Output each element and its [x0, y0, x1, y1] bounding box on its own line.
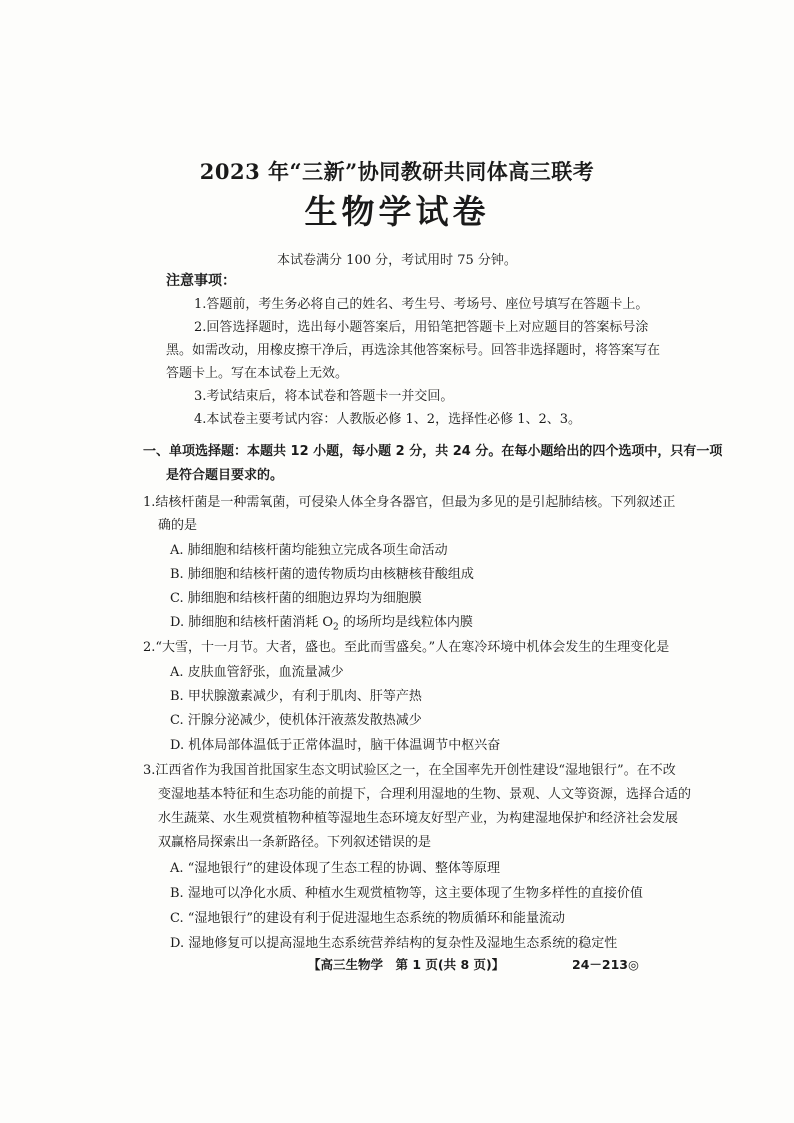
question-3-option-a: A. “湿地银行”的建设体现了生态工程的协调、整体等原理 [170, 861, 500, 876]
page-footer-label: 【高三生物学 第 1 页(共 8 页)】 [308, 957, 505, 972]
notice-item-4: 4.本试卷主要考试内容：人教版必修 1、2，选择性必修 1、2、3。 [194, 412, 582, 427]
question-1-option-d: D. 肺细胞和结核杆菌消耗 $O_2$ 的场所均是线粒体内膜 [170, 615, 473, 633]
notice-item-1: 1.答题前，考生务必将自己的姓名、考生号、考场号、座位号填写在答题卡上。 [194, 297, 649, 312]
notice-item-2-cont: 黑。如需改动，用橡皮擦干净后，再选涂其他答案标号。回答非选择题时，将答案写在 [166, 343, 661, 358]
question-2-option-b: B. 甲状腺激素减少，有利于肌肉、肝等产热 [170, 689, 422, 704]
question-1-option-a: A. 肺细胞和结核杆菌均能独立完成各项生命活动 [170, 543, 448, 558]
notice-item-2: 2.回答选择题时，选出每小题答案后，用铅笔把答题卡上对应题目的答案标号涂 [194, 320, 649, 335]
question-1-stem-cont: 确的是 [158, 518, 198, 533]
question-1-option-c: C. 肺细胞和结核杆菌的细胞边界均为细胞膜 [170, 591, 422, 606]
exam-code: 24－213◎ [572, 957, 639, 972]
question-2-option-a: A. 皮肤血管舒张，血流量减少 [170, 665, 344, 680]
notice-item-3: 3.考试结束后，将本试卷和答题卡一并交回。 [194, 389, 454, 404]
notice-item-2-cont: 答题卡上。写在本试卷上无效。 [166, 366, 349, 381]
question-2-option-c: C. 汗腺分泌减少，使机体汗液蒸发散热减少 [170, 713, 422, 728]
section-heading: 一、单项选择题：本题共 12 小题，每小题 2 分，共 24 分。在每小题给出的四个选项中，只有一项 [143, 444, 723, 459]
section-heading-cont: 是符合题目要求的。 [166, 468, 284, 483]
question-1-option-b: B. 肺细胞和结核杆菌的遗传物质均由核糖核苷酸组成 [170, 567, 474, 582]
question-3-stem-cont: 水生蔬菜、水生观赏植物种植等湿地生态环境友好型产业，为构建湿地保护和经济社会发展 [158, 811, 679, 826]
question-3-option-b: B. 湿地可以净化水质、种植水生观赏植物等，这主要体现了生物多样性的直接价值 [170, 886, 643, 901]
exam-title: 2023 年“三新”协同教研共同体高三联考 [199, 159, 595, 184]
question-3-stem: 3.江西省作为我国首批国家生态文明试验区之一，在全国率先开创性建设“湿地银行”。在不改 [143, 763, 676, 778]
notice-heading: 注意事项： [166, 273, 236, 289]
question-3-option-c: C. “湿地银行”的建设有利于促进湿地生态系统的物质循环和能量流动 [170, 911, 566, 926]
question-3-stem-cont: 双赢格局探索出一条新路径。下列叙述错误的是 [158, 835, 432, 850]
subject-title: 生物学试卷 [304, 192, 490, 231]
question-1-stem: 1.结核杆菌是一种需氧菌，可侵染人体全身各器官，但最为多见的是引起肺结核。下列叙述正 [143, 495, 676, 510]
exam-info: 本试卷满分 100 分，考试用时 75 分钟。 [277, 253, 517, 268]
question-3-option-d: D. 湿地修复可以提高湿地生态系统营养结构的复杂性及湿地生态系统的稳定性 [170, 936, 618, 951]
question-3-stem-cont: 变湿地基本特征和生态功能的前提下，合理利用湿地的生物、景观、人文等资源，选择合适的 [158, 787, 692, 802]
question-2-stem: 2.“大雪，十一月节。大者，盛也。至此而雪盛矣。”人在寒冷环境中机体会发生的生理变化是 [143, 640, 670, 655]
question-2-option-d: D. 机体局部体温低于正常体温时，脑干体温调节中枢兴奋 [170, 738, 501, 753]
